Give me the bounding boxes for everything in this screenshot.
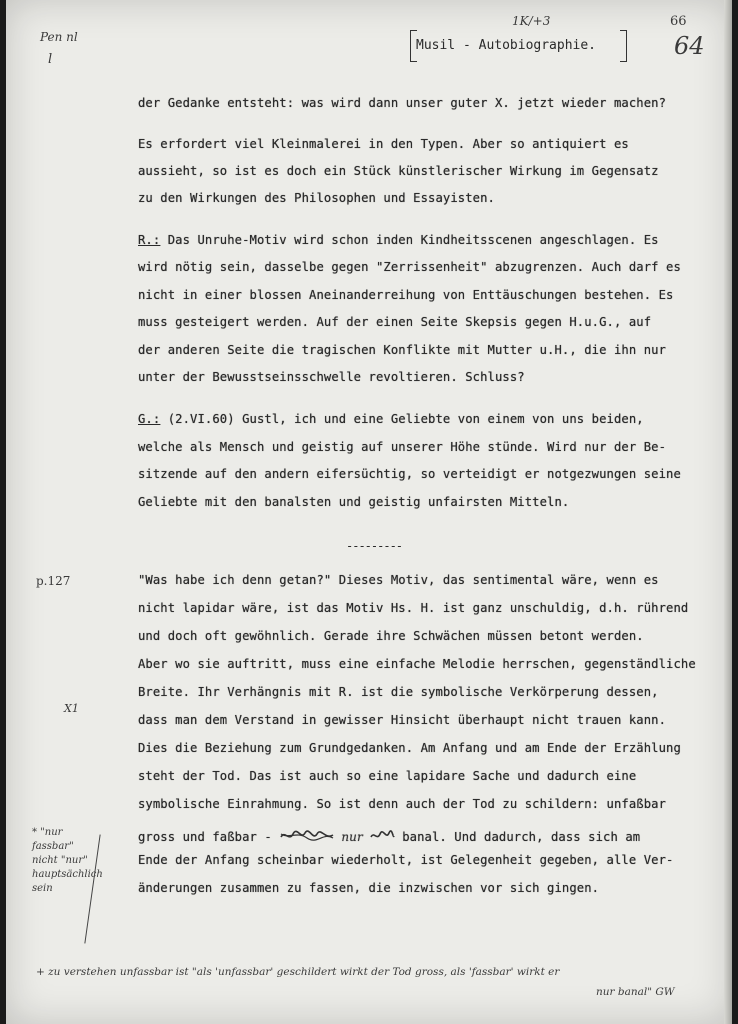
section2-line-7: Dies die Beziehung zum Grundgedanken. Am Anfang und am Ende der Erzählung xyxy=(138,741,681,755)
paragraph-r-line-6: unter der Bewusstseinsschwelle revoltieren. Schluss? xyxy=(138,370,525,384)
section2-line-3: und doch oft gewöhnlich. Gerade ihre Schwächen müssen betont werden. xyxy=(138,629,644,643)
section2-line-12: änderungen zusammen zu fassen, die inzwischen vor sich gingen. xyxy=(138,881,600,895)
paragraph-2-line-3: zu den Wirkungen des Philosophen und Essayisten. xyxy=(138,191,495,205)
section-separator: --------- xyxy=(346,539,403,553)
margin-page-reference: p.127 xyxy=(36,574,71,588)
footer-note-line-1: + zu verstehen unfassbar ist "als 'unfassbar' geschildert wirkt der Tod gross, als 'fassbar' wirkt er xyxy=(36,966,560,978)
paragraph-g-line-1-text: (2.VI.60) Gustl, ich und eine Geliebte von einem von uns beiden, xyxy=(160,412,644,426)
paragraph-r-line-2: wird nötig sein, dasselbe gegen "Zerrissenheit" abzugrenzen. Auch darf es xyxy=(138,260,681,274)
section2-line-2: nicht lapidar wäre, ist das Motiv Hs. H. ist ganz unschuldig, d.h. rührend xyxy=(138,601,689,615)
paragraph-r-line-5: der anderen Seite die tragischen Konflikte mit Mutter u.H., die ihn nur xyxy=(138,343,667,357)
margin-note-left-line-5: sein xyxy=(32,883,53,894)
paragraph-g-line-3: sitzende auf den andern eifersüchtig, so verteidigt er notgezwungen seine xyxy=(138,467,681,481)
paragraph-r-line-1 xyxy=(138,233,728,247)
section2-line-4: Aber wo sie auftritt, muss eine einfache Melodie herrschen, gegenständliche xyxy=(138,657,696,671)
margin-note-left-line-2: fassbar" xyxy=(32,841,74,852)
paragraph-r-line-4: muss gesteigert werden. Auf der einen Seite Skepsis gegen H.u.G., auf xyxy=(138,315,652,329)
margin-note-left-line-3: nicht "nur" xyxy=(32,855,88,866)
paragraph-g-line-4: Geliebte mit den banalsten und geistig unfairsten Mitteln. xyxy=(138,495,570,509)
paragraph-r-line-1-text: Das Unruhe-Motiv wird schon inden Kindheitsscenen angeschlagen. Es xyxy=(160,233,659,247)
page-number-top: 66 xyxy=(670,14,687,29)
paragraph-2-line-1: Es erfordert viel Kleinmalerei in den Typen. Aber so antiquiert es xyxy=(138,137,629,151)
margin-mark-x: X1 xyxy=(64,702,79,715)
section2-line-10-start: gross und faßbar - xyxy=(138,830,280,844)
section2-line-10-end: banal. Und dadurch, dass sich am xyxy=(394,830,641,844)
margin-mark-top-left: l xyxy=(48,52,53,67)
paragraph-2-line-2: aussieht, so ist es doch ein Stück künstlerischer Wirkung im Gegensatz xyxy=(138,164,659,178)
header-handwritten-annotation: 1K/+3 xyxy=(512,14,551,28)
section2-line-5: Breite. Ihr Verhängnis mit R. ist die symbolische Verkörperung dessen, xyxy=(138,685,659,699)
paragraph-r-line-3: nicht in einer blossen Aneinanderreihung von Enttäuschungen bestehen. Es xyxy=(138,288,674,302)
paragraph-1-line-1: der Gedanke entsteht: was wird dann unser guter X. jetzt wieder machen? xyxy=(138,96,667,110)
margin-note-left-line-1: * "nur xyxy=(32,827,63,838)
section2-line-8: steht der Tod. Das ist auch so eine lapidare Sache und dadurch eine xyxy=(138,769,637,783)
section2-line-1: "Was habe ich denn getan?" Dieses Motiv, das sentimental wäre, wenn es xyxy=(138,573,659,587)
document-title: Musil - Autobiographie. xyxy=(416,38,597,53)
page-number-main: 64 xyxy=(674,32,705,60)
crossed-out-word-2 xyxy=(369,828,395,844)
margin-note-left-line-4: hauptsächlich xyxy=(32,869,103,880)
paragraph-g-line-1 xyxy=(138,412,728,426)
page-edge-shadow xyxy=(724,0,732,1024)
speaker-label-r: R.: xyxy=(138,233,161,247)
section2-line-6: dass man dem Verstand in gewisser Hinsicht überhaupt nicht trauen kann. xyxy=(138,713,667,727)
paragraph-g-line-2: welche als Mensch und geistig auf unserer Höhe stünde. Wird nur der Be- xyxy=(138,440,667,454)
crossed-out-word-1 xyxy=(279,828,335,844)
speaker-label-g: G.: xyxy=(138,412,161,426)
section2-line-10 xyxy=(138,825,728,844)
handwritten-insert-nur: nur xyxy=(341,830,363,844)
section2-line-9: symbolische Einrahmung. So ist denn auch der Tod zu schildern: unfaßbar xyxy=(138,797,667,811)
margin-note-top-left: Pen nl xyxy=(40,30,78,44)
section2-line-11: Ende der Anfang scheinbar wiederholt, ist Gelegenheit gegeben, alle Ver- xyxy=(138,853,674,867)
header-bracket-right xyxy=(620,30,627,62)
document-page xyxy=(6,0,732,1024)
footer-note-line-2: nur banal" GW xyxy=(596,986,675,998)
